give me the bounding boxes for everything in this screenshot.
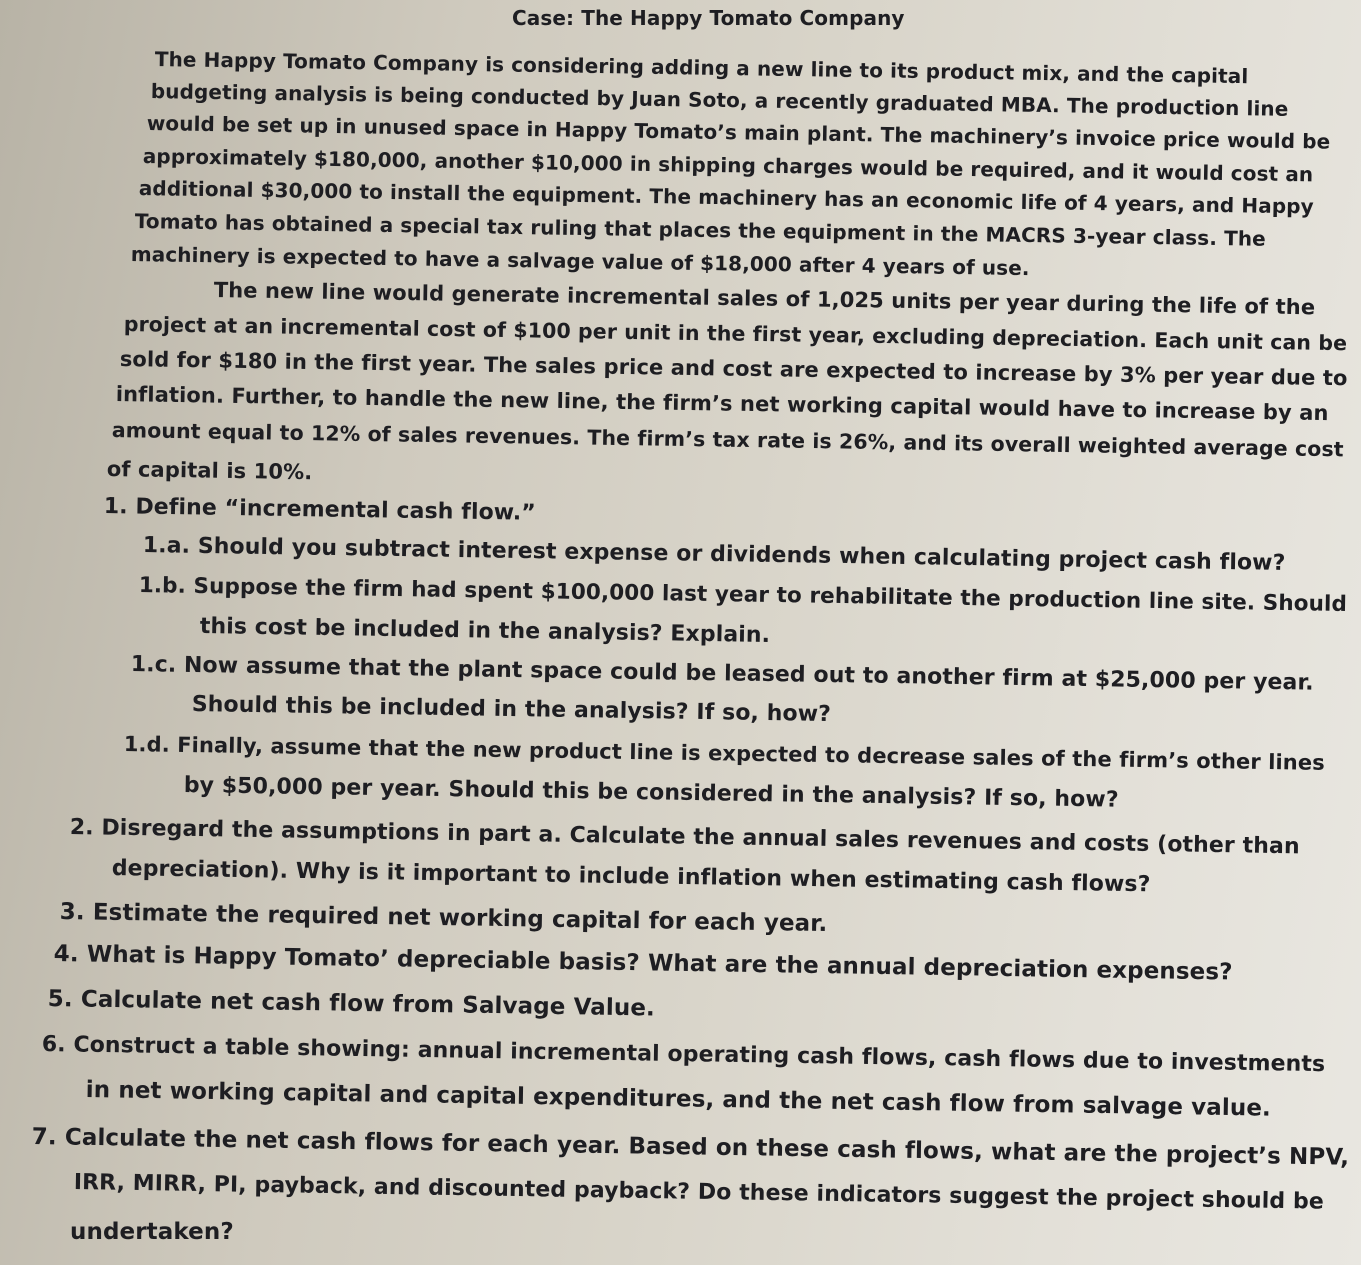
paragraph-1-line: Tomato has obtained a special tax ruling that places the equipment in the MACRS 3-year class. The xyxy=(134,209,1266,251)
question-2-continued: depreciation). Why is it important to include inflation when estimating cash flows? xyxy=(111,856,1151,898)
paragraph-1-line: additional $30,000 to install the equipment. The machinery has an economic life of 4 years, and Happy xyxy=(138,176,1314,219)
question-1a: 1.a. Should you subtract interest expense or dividends when calculating project cash flow? xyxy=(142,533,1286,576)
paragraph-1-line: would be set up in unused space in Happy Tomato’s main plant. The machinery’s invoice price would be xyxy=(146,111,1331,154)
paragraph-2-line: inflation. Further, to handle the new line, the firm’s net working capital would have to increase by an xyxy=(115,382,1329,426)
paragraph-1-line: approximately $180,000, another $10,000 in shipping charges would be required, and it would cost an xyxy=(142,144,1314,187)
question-6: 6. Construct a table showing: annual incremental operating cash flows, cash flows due to investments xyxy=(41,1032,1326,1078)
paragraph-2-line: amount equal to 12% of sales revenues. The firm’s tax rate is 26%, and its overall weighted average cost xyxy=(111,418,1344,462)
paragraph-2-line: of capital is 10%. xyxy=(106,457,313,485)
question-2: 2. Disregard the assumptions in part a. Calculate the annual sales revenues and costs (other than xyxy=(69,815,1300,860)
question-6-continued: in net working capital and capital expenditures, and the net cash flow from salvage value. xyxy=(85,1077,1272,1122)
question-7: 7. Calculate the net cash flows for each year. Based on these cash flows, what are the project’s NPV, xyxy=(31,1124,1350,1171)
paragraph-1-line: machinery is expected to have a salvage value of $18,000 after 4 years of use. xyxy=(130,242,1030,281)
question-1c-continued: Should this be included in the analysis? If so, how? xyxy=(191,692,832,728)
question-1b-continued: this cost be included in the analysis? Explain. xyxy=(199,614,771,648)
question-1c: 1.c. Now assume that the plant space could be leased out to another firm at $25,000 per year. xyxy=(130,652,1314,696)
question-1d-continued: by $50,000 per year. Should this be considered in the analysis? If so, how? xyxy=(183,773,1119,813)
paragraph-2-line: The new line would generate incremental sales of 1,025 units per year during the life of the xyxy=(213,278,1316,320)
question-1b: 1.b. Suppose the firm had spent $100,000 last year to rehabilitate the production line site. Should xyxy=(138,573,1348,617)
question-1: 1. Define “incremental cash flow.” xyxy=(103,494,537,526)
question-4: 4. What is Happy Tomato’ depreciable basis? What are the annual depreciation expenses? xyxy=(53,941,1233,986)
paragraph-2-line: sold for $180 in the first year. The sales price and cost are expected to increase by 3% per year due to xyxy=(119,347,1348,391)
paragraph-1-line: budgeting analysis is being conducted by Juan Soto, a recently graduated MBA. The production line xyxy=(150,79,1289,121)
question-1d: 1.d. Finally, assume that the new product line is expected to decrease sales of the firm’s other lines xyxy=(123,732,1325,775)
question-7-continued: undertaken? xyxy=(70,1219,234,1245)
paragraph-2-line: project at an incremental cost of $100 per unit in the first year, excluding depreciation. Each unit can be xyxy=(123,312,1348,356)
question-5: 5. Calculate net cash flow from Salvage Value. xyxy=(47,986,656,1022)
paragraph-1-line: The Happy Tomato Company is considering adding a new line to its product mix, and the capital xyxy=(154,47,1249,89)
case-title: Case: The Happy Tomato Company xyxy=(512,6,905,30)
question-3: 3. Estimate the required net working capital for each year. xyxy=(59,899,828,938)
question-7-continued: IRR, MIRR, PI, payback, and discounted payback? Do these indicators suggest the project should be xyxy=(73,1170,1325,1215)
